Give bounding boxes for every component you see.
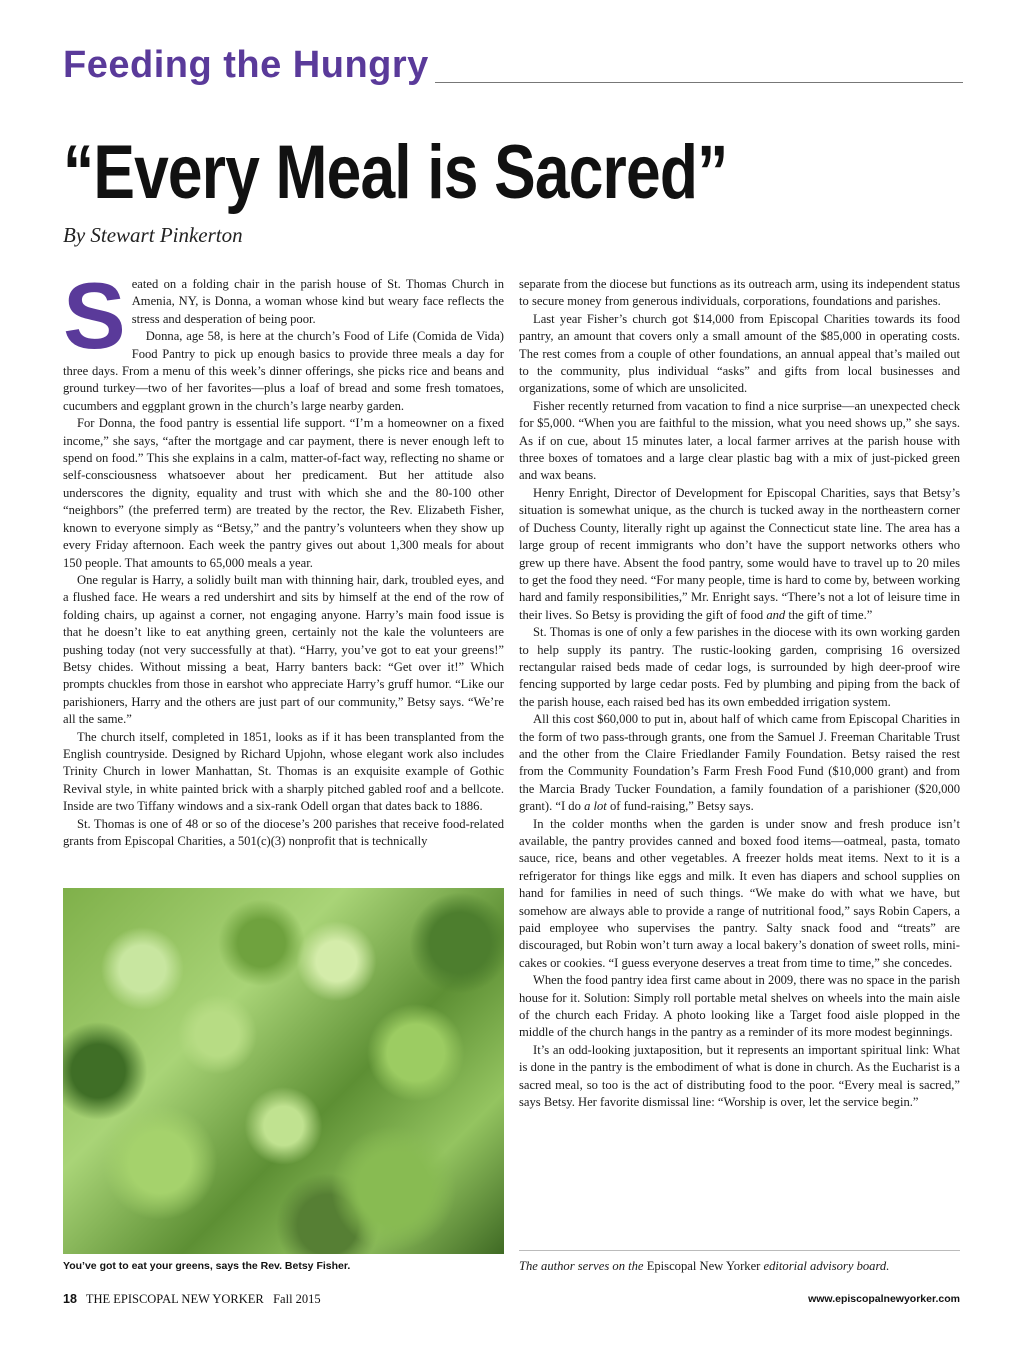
paragraph-text: of fund-raising,” Betsy says. xyxy=(609,799,754,814)
author-note-prefix: The author serves on the xyxy=(519,1259,644,1273)
section-header xyxy=(63,42,963,88)
paragraph: St. Thomas is one of only a few parishes in the diocese with its own working garden to help supply its pantry. The rustic-looking garden, comprising 16 oversized rectangular raised beds made of cedar logs, is surrounded by high deer-proof wire fencing supported by large cedar posts. Fed by plumbing and piping from the back of the parish house, each raised bed has its own embedded irrigation system. xyxy=(519,625,960,709)
headline: “Every Meal is Sacred” xyxy=(63,130,728,215)
drop-cap: S xyxy=(63,263,126,368)
paragraph xyxy=(519,485,960,624)
paragraph-text: All this cost $60,000 to put in, about half of which came from Episcopal Charities in the form of two pass-through grants, one from the Samuel J. Freeman Charitable Trust and the other from the Claire Friedlander Family Foundation. Betsy raised the rest from the Community Foundation’s Farm Fresh Food Fund ($10,000 grant) and from the Marcia Brady Tucker Foundation, a family foundation of a parishioner ($20,000 grant). “I do xyxy=(519,712,960,814)
paragraph: Donna, age 58, is here at the church’s Food of Life (Comida de Vida) Food Pantry to pick up enough basics to provide three meals a day for three days. From a menu of this week’s dinner offerings, she picks rice and beans and ground turkey—two of her favorites—plus a loaf of bread and some fresh tomatoes, cucumbers and eggplant grown in the church’s large nearby garden. xyxy=(63,329,504,413)
paragraph: For Donna, the food pantry is essential life support. “I’m a homeowner on a fixed income,” she says, “after the mortgage and car payment, there is never enough left to spend on food.” This she explains in a calm, matter-of-fact way, reflecting no shame or self-consciousness whatsoever about her predicament. But her attitude also underscores the dignity, equality and trust with which she and the 80-100 other “neighbors” (the preferred term) are treated by the rector, the Rev. Elizabeth Fisher, known to everyone simply as “Betsy,” and the pantry’s volunteers when they show up every Friday afternoon. Each week the pantry gives out about 1,300 meals for about 150 people. That amounts to 65,000 meals a year. xyxy=(63,416,504,570)
right-column xyxy=(519,276,960,1112)
paragraph xyxy=(519,711,960,815)
paragraph: In the colder months when the garden is under snow and fresh produce isn’t available, the pantry provides canned and boxed food items—oatmeal, pasta, tomato sauce, rice, beans and other vegetables. A freezer holds meat items. Next to it is a refrigerator for things like eggs and milk. It even has diapers and school supplies on hand for families in need of such things. “We make do with what we have, but somehow are always able to provide a range of nutritional food,” says Robin Capers, a paid employee who supervises the pantry. Salty snack food and “treats” are discouraged, but Robin won’t turn away a local bakery’s donation of sweet rolls, mini-cakes or cookies. “I guess everyone deserves a treat from time to time,” she concedes. xyxy=(519,816,960,970)
author-note-publication: Episcopal New Yorker xyxy=(646,1259,761,1273)
paragraph: Last year Fisher’s church got $14,000 from Episcopal Charities towards its food pantry, an amount that covers only a small amount of the $85,000 in operating costs. The rest comes from a couple of other foundations, an annual appeal that’s mailed out to the community, plus individual “asks” and gifts from local businesses and organizations, some of which are unsolicited. xyxy=(519,311,960,396)
issue-date: Fall 2015 xyxy=(273,1292,321,1306)
paragraph: separate from the diocese but functions as its outreach arm, using its independent status to secure money from generous individuals, corporations, foundations and parishes. xyxy=(519,277,960,309)
emphasis: and xyxy=(766,607,786,622)
paragraph: St. Thomas is one of 48 or so of the diocese’s 200 parishes that receive food-related grants from Episcopal Charities, a 501(c)(3) nonprofit that is technically xyxy=(63,816,504,848)
publication-name: THE EPISCOPAL NEW YORKER xyxy=(85,1292,264,1306)
kale-photo xyxy=(63,888,504,1254)
author-note xyxy=(519,1258,960,1275)
paragraph: Fisher recently returned from vacation to find a nice surprise—an unexpected check for $5,000. “When you are faithful to the mission, what you need shows up,” she says. As if on cue, about 15 minutes later, a local farmer arrives at the parish house with three boxes of tomatoes and a large clear plastic bag with a mix of just-picked green and wax beans. xyxy=(519,398,960,483)
page-number: 18 xyxy=(63,1292,77,1306)
footer-left xyxy=(63,1292,321,1307)
paragraph: It’s an odd-looking juxtaposition, but it represents an important spiritual link: What is done in the pantry is the embodiment of what is done in church. As the Eucharist is a sacred meal, so too is the act of distributing food to the poor. “Every meal is sacred,” says Betsy. Her favorite dismissal line: “Worship is over, let the service begin.” xyxy=(519,1042,960,1110)
note-divider xyxy=(519,1250,960,1251)
paragraph-text: Henry Enright, Director of Development for Episcopal Charities, says that Betsy’s situation is somewhat unique, as the church is tucked away in the northeastern corner of Duchess County, literally right up against the Connecticut state line. The area has a large group of recent immigrants who don’t have the support networks others who grew up there have. Absent the food pantry, some would have to travel up to 20 miles to get the food they need. “For many people, time is hard to come by, between working hard and family responsibilities,” Mr. Enright says. “There’s not a lot of leisure time in their lives. So Betsy is providing the gift of food xyxy=(519,485,960,622)
photo-caption: You’ve got to eat your greens, says the Rev. Betsy Fisher. xyxy=(63,1260,351,1272)
paragraph xyxy=(63,263,504,368)
website-url[interactable]: www.episcopalnewyorker.com xyxy=(808,1293,960,1305)
paragraph: One regular is Harry, a solidly built man with thinning hair, dark, troubled eyes, and a flushed face. He wears a red undershirt and sits by himself at the end of the row of folding chairs, up against a corner, not engaging anyone. Harry’s main food issue is that he doesn’t like to eat anything green, certainly not the kale the volunteers are pushing today (not very successfully at that). “Harry, you’ve got to eat your greens!” Betsy chides. Without missing a beat, Harry banters back: “Get over it!” Which prompts chuckles from those in earshot who appreciate Harry’s gruff humor. “Like our parishioners, Harry and the others are just part of our community,” Betsy says. “We’re all the same.” xyxy=(63,572,504,727)
paragraph: The church itself, completed in 1851, looks as if it has been transplanted from the English countryside. Designed by Richard Upjohn, whose elegant work also includes Trinity Church in lower Manhattan, St. Thomas is an exquisite example of Gothic Revival style, in white painted brick with a sharply pitched gabled roof and a bellcote. Inside are two Tiffany windows and a six-rank Odell organ that dates back to 1886. xyxy=(63,729,504,814)
paragraph-text: eated on a folding chair in the parish house of St. Thomas Church in Amenia, NY, is Donna, a woman whose kind but weary face reflects the stress and desperation of being poor. xyxy=(131,277,504,326)
left-column xyxy=(63,263,504,850)
section-title: Feeding the Hungry xyxy=(63,42,435,88)
paragraph-text: the gift of time.” xyxy=(788,607,873,622)
emphasis: a lot xyxy=(584,799,607,814)
paragraph: When the food pantry idea first came about in 2009, there was no space in the parish house for it. Solution: Simply roll portable metal shelves on wheels into the main aisle of the church each Friday. A photo looking like a Target food aisle plopped in the middle of the church hangs in the pantry as a reminder of its more modest beginnings. xyxy=(519,973,960,1040)
byline: By Stewart Pinkerton xyxy=(63,223,243,247)
author-note-suffix: editorial advisory board. xyxy=(763,1259,890,1273)
